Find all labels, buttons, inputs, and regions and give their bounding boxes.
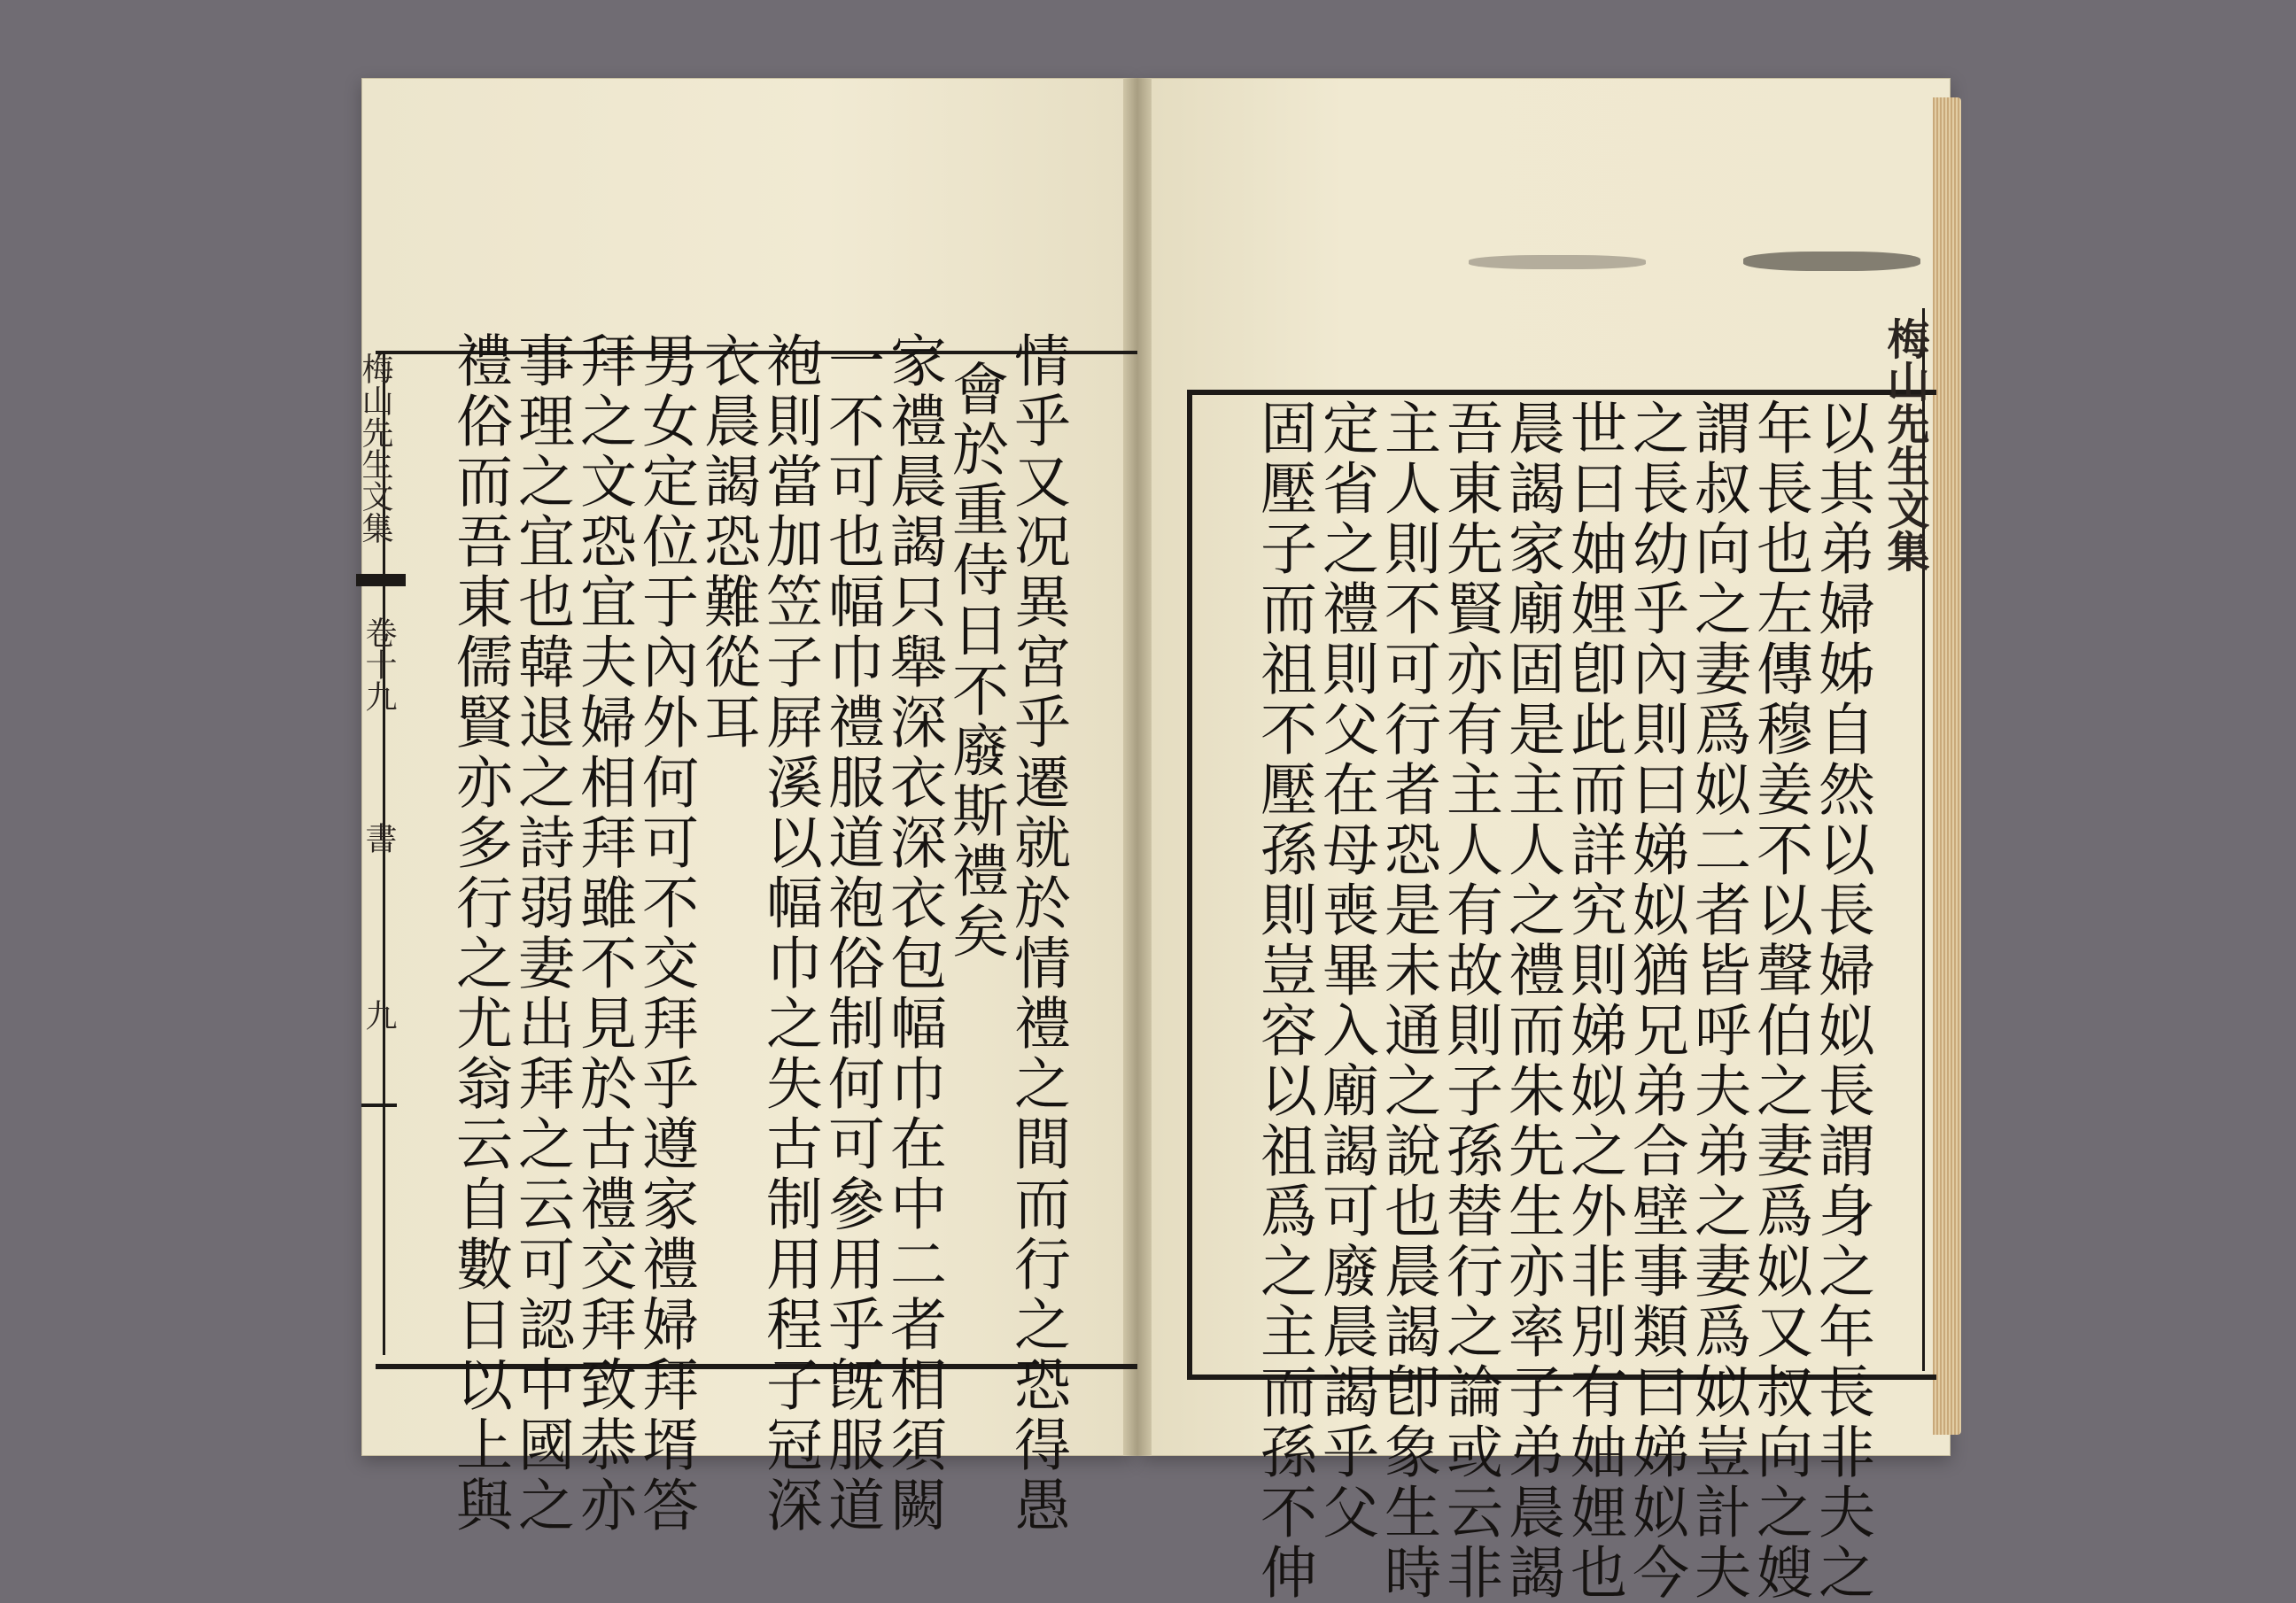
ink-smudge [1469, 255, 1646, 269]
margin-rule [361, 1104, 397, 1107]
fishtail-mark [356, 574, 406, 618]
margin-title: 梅山先生文集 [357, 352, 393, 544]
text-column: 衣晨謁恐難從耳 [694, 331, 760, 753]
text-column: 年長也左傳穆姜不以聲伯之妻爲姒又叔向之嫂 [1747, 399, 1812, 1603]
margin-volume: 卷十九 [361, 616, 397, 712]
text-column: 事理之宜也韓退之詩弱妻出拜之云可認中國之 [508, 331, 574, 1536]
margin-title: 梅山先生文集 [1880, 317, 1929, 572]
text-column: 主人則不可行者恐是未通之說也晨謁卽象生時 [1375, 399, 1440, 1603]
text-column: 情乎又况異宮乎遷就於情禮之間而行之恐得愚 [1004, 331, 1070, 1536]
text-column: 世曰妯娌卽此而詳究則娣姒之外非別有妯娌也 [1561, 399, 1626, 1603]
text-column: 定省之禮則父在母喪畢入廟謁可廢晨謁乎父 [1313, 399, 1378, 1543]
text-column: 男女定位于內外何可不交拜乎遵家禮婦拜壻答 [632, 331, 698, 1536]
margin-page-number: 九 [361, 999, 397, 1031]
text-column: 一不可也幅巾禮服道袍俗制何可參用乎旣服道 [818, 331, 884, 1536]
text-column: 謂叔向之妻爲姒二者皆呼夫弟之妻爲姒豈計夫 [1685, 399, 1750, 1603]
text-column: 之長幼乎內則曰娣姒猶兄弟合壁事類曰娣姒今 [1623, 399, 1688, 1603]
text-column: 吾東先賢亦有主人有故則子孫替行之論或云非 [1437, 399, 1502, 1603]
text-column: 晨謁家廟固是主人之禮而朱先生亦率子弟晨謁 [1499, 399, 1564, 1603]
margin-section: 書 [361, 822, 397, 854]
open-book [357, 78, 1951, 1603]
text-column: 家禮晨謁只舉深衣深衣包幅巾在中二者相須闕 [880, 331, 946, 1536]
text-column: 會於重侍日不廢斯禮矣 [942, 360, 1008, 962]
text-column: 袍則當加笠子屛溪以幅巾之失古制用程子冠深 [756, 331, 822, 1536]
text-column: 以其弟婦姊自然以長婦姒長謂身之年長非夫之 [1809, 399, 1874, 1603]
ink-smudge [1743, 252, 1920, 271]
page-fore-edge [1933, 97, 1961, 1435]
text-column: 拜之文恐宜夫婦相拜雖不見於古禮交拜致恭亦 [570, 331, 636, 1536]
text-column: 固壓子而祖不壓孫則豈容以祖爲之主而孫不伸 [1251, 399, 1316, 1603]
text-column: 禮俗而吾東儒賢亦多行之尤翁云自數日以上與 [446, 331, 512, 1536]
